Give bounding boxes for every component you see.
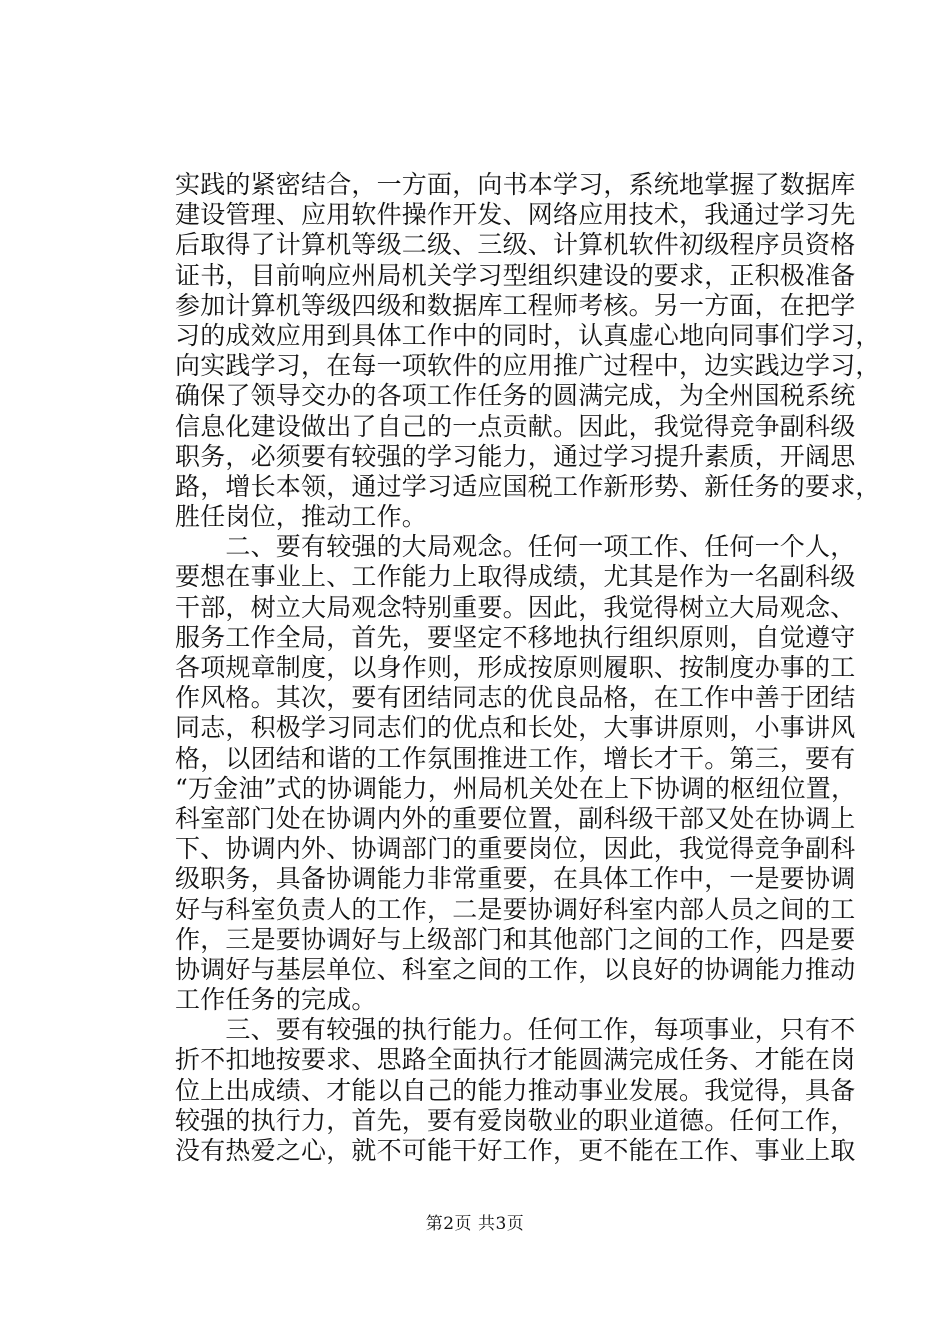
text-line: 职务，必须要有较强的学习能力，通过学习提升素质，开阔思: [175, 441, 856, 471]
text-line: 服务工作全局，首先，要坚定不移地执行组织原则，自觉遵守: [175, 622, 856, 652]
text-line: 协调好与基层单位、科室之间的工作，以良好的协调能力推动: [175, 954, 856, 984]
text-line: 习的成效应用到具体工作中的同时，认真虚心地向同事们学习，: [175, 320, 881, 350]
text-line: “万金油”式的协调能力，州局机关处在上下协调的枢纽位置，: [175, 773, 857, 803]
text-line: 参加计算机等级四级和数据库工程师考核。另一方面，在把学: [175, 290, 856, 320]
text-line: 作，三是要协调好与上级部门和其他部门之间的工作，四是要: [175, 924, 856, 954]
text-line: 二、要有较强的大局观念。任何一项工作、任何一个人，: [175, 532, 856, 562]
text-line: 向实践学习，在每一项软件的应用推广过程中，边实践边学习，: [175, 351, 881, 381]
text-line: 下、协调内外、协调部门的重要岗位，因此，我觉得竞争副科: [175, 834, 856, 864]
text-line: 折不扣地按要求、思路全面执行才能圆满完成任务、才能在岗: [175, 1045, 856, 1075]
document-body: [175, 170, 881, 1166]
text-line: 位上出成绩、才能以自己的能力推动事业发展。我觉得，具备: [175, 1075, 856, 1105]
text-line: 好与科室负责人的工作，二是要协调好科室内部人员之间的工: [175, 894, 856, 924]
text-line: 建设管理、应用软件操作开发、网络应用技术，我通过学习先: [175, 200, 856, 230]
text-line: 科室部门处在协调内外的重要位置，副科级干部又处在协调上: [175, 803, 856, 833]
text-line: 各项规章制度，以身作则，形成按原则履职、按制度办事的工: [175, 653, 856, 682]
text-line: 三、要有较强的执行能力。任何工作，每项事业，只有不: [175, 1015, 856, 1045]
page-number-footer: 第2页 共3页: [425, 1214, 525, 1234]
text-line: 同志，积极学习同志们的优点和长处，大事讲原则，小事讲风: [175, 713, 856, 743]
text-line: 格，以团结和谐的工作氛围推进工作，增长才干。第三，要有: [175, 743, 856, 773]
text-line: 信息化建设做出了自己的一点贡献。因此，我觉得竞争副科级: [175, 411, 856, 441]
paragraph-end-line: 胜任岗位，推动工作。: [175, 502, 428, 532]
text-line: 没有热爱之心，就不可能干好工作，更不能在工作、事业上取: [175, 1136, 856, 1165]
text-line: 级职务，具备协调能力非常重要，在具体工作中，一是要协调: [175, 864, 856, 894]
text-line: 路，增长本领，通过学习适应国税工作新形势、新任务的要求，: [175, 471, 881, 501]
paragraph-end-line: 工作任务的完成。: [175, 985, 377, 1015]
text-line: 实践的紧密结合，一方面，向书本学习，系统地掌握了数据库: [175, 170, 856, 199]
text-line: 干部，树立大局观念特别重要。因此，我觉得树立大局观念、: [175, 592, 856, 622]
text-line: 后取得了计算机等级二级、三级、计算机软件初级程序员资格: [175, 230, 856, 260]
text-line: 要想在事业上、工作能力上取得成绩，尤其是作为一名副科级: [175, 562, 856, 592]
text-line: 确保了领导交办的各项工作任务的圆满完成，为全州国税系统: [175, 381, 856, 411]
text-line: 作风格。其次，要有团结同志的优良品格，在工作中善于团结: [175, 683, 856, 713]
text-line: 证书，目前响应州局机关学习型组织建设的要求，正积极准备: [175, 260, 856, 290]
text-line: 较强的执行力，首先，要有爱岗敬业的职业道德。任何工作，: [175, 1105, 856, 1135]
